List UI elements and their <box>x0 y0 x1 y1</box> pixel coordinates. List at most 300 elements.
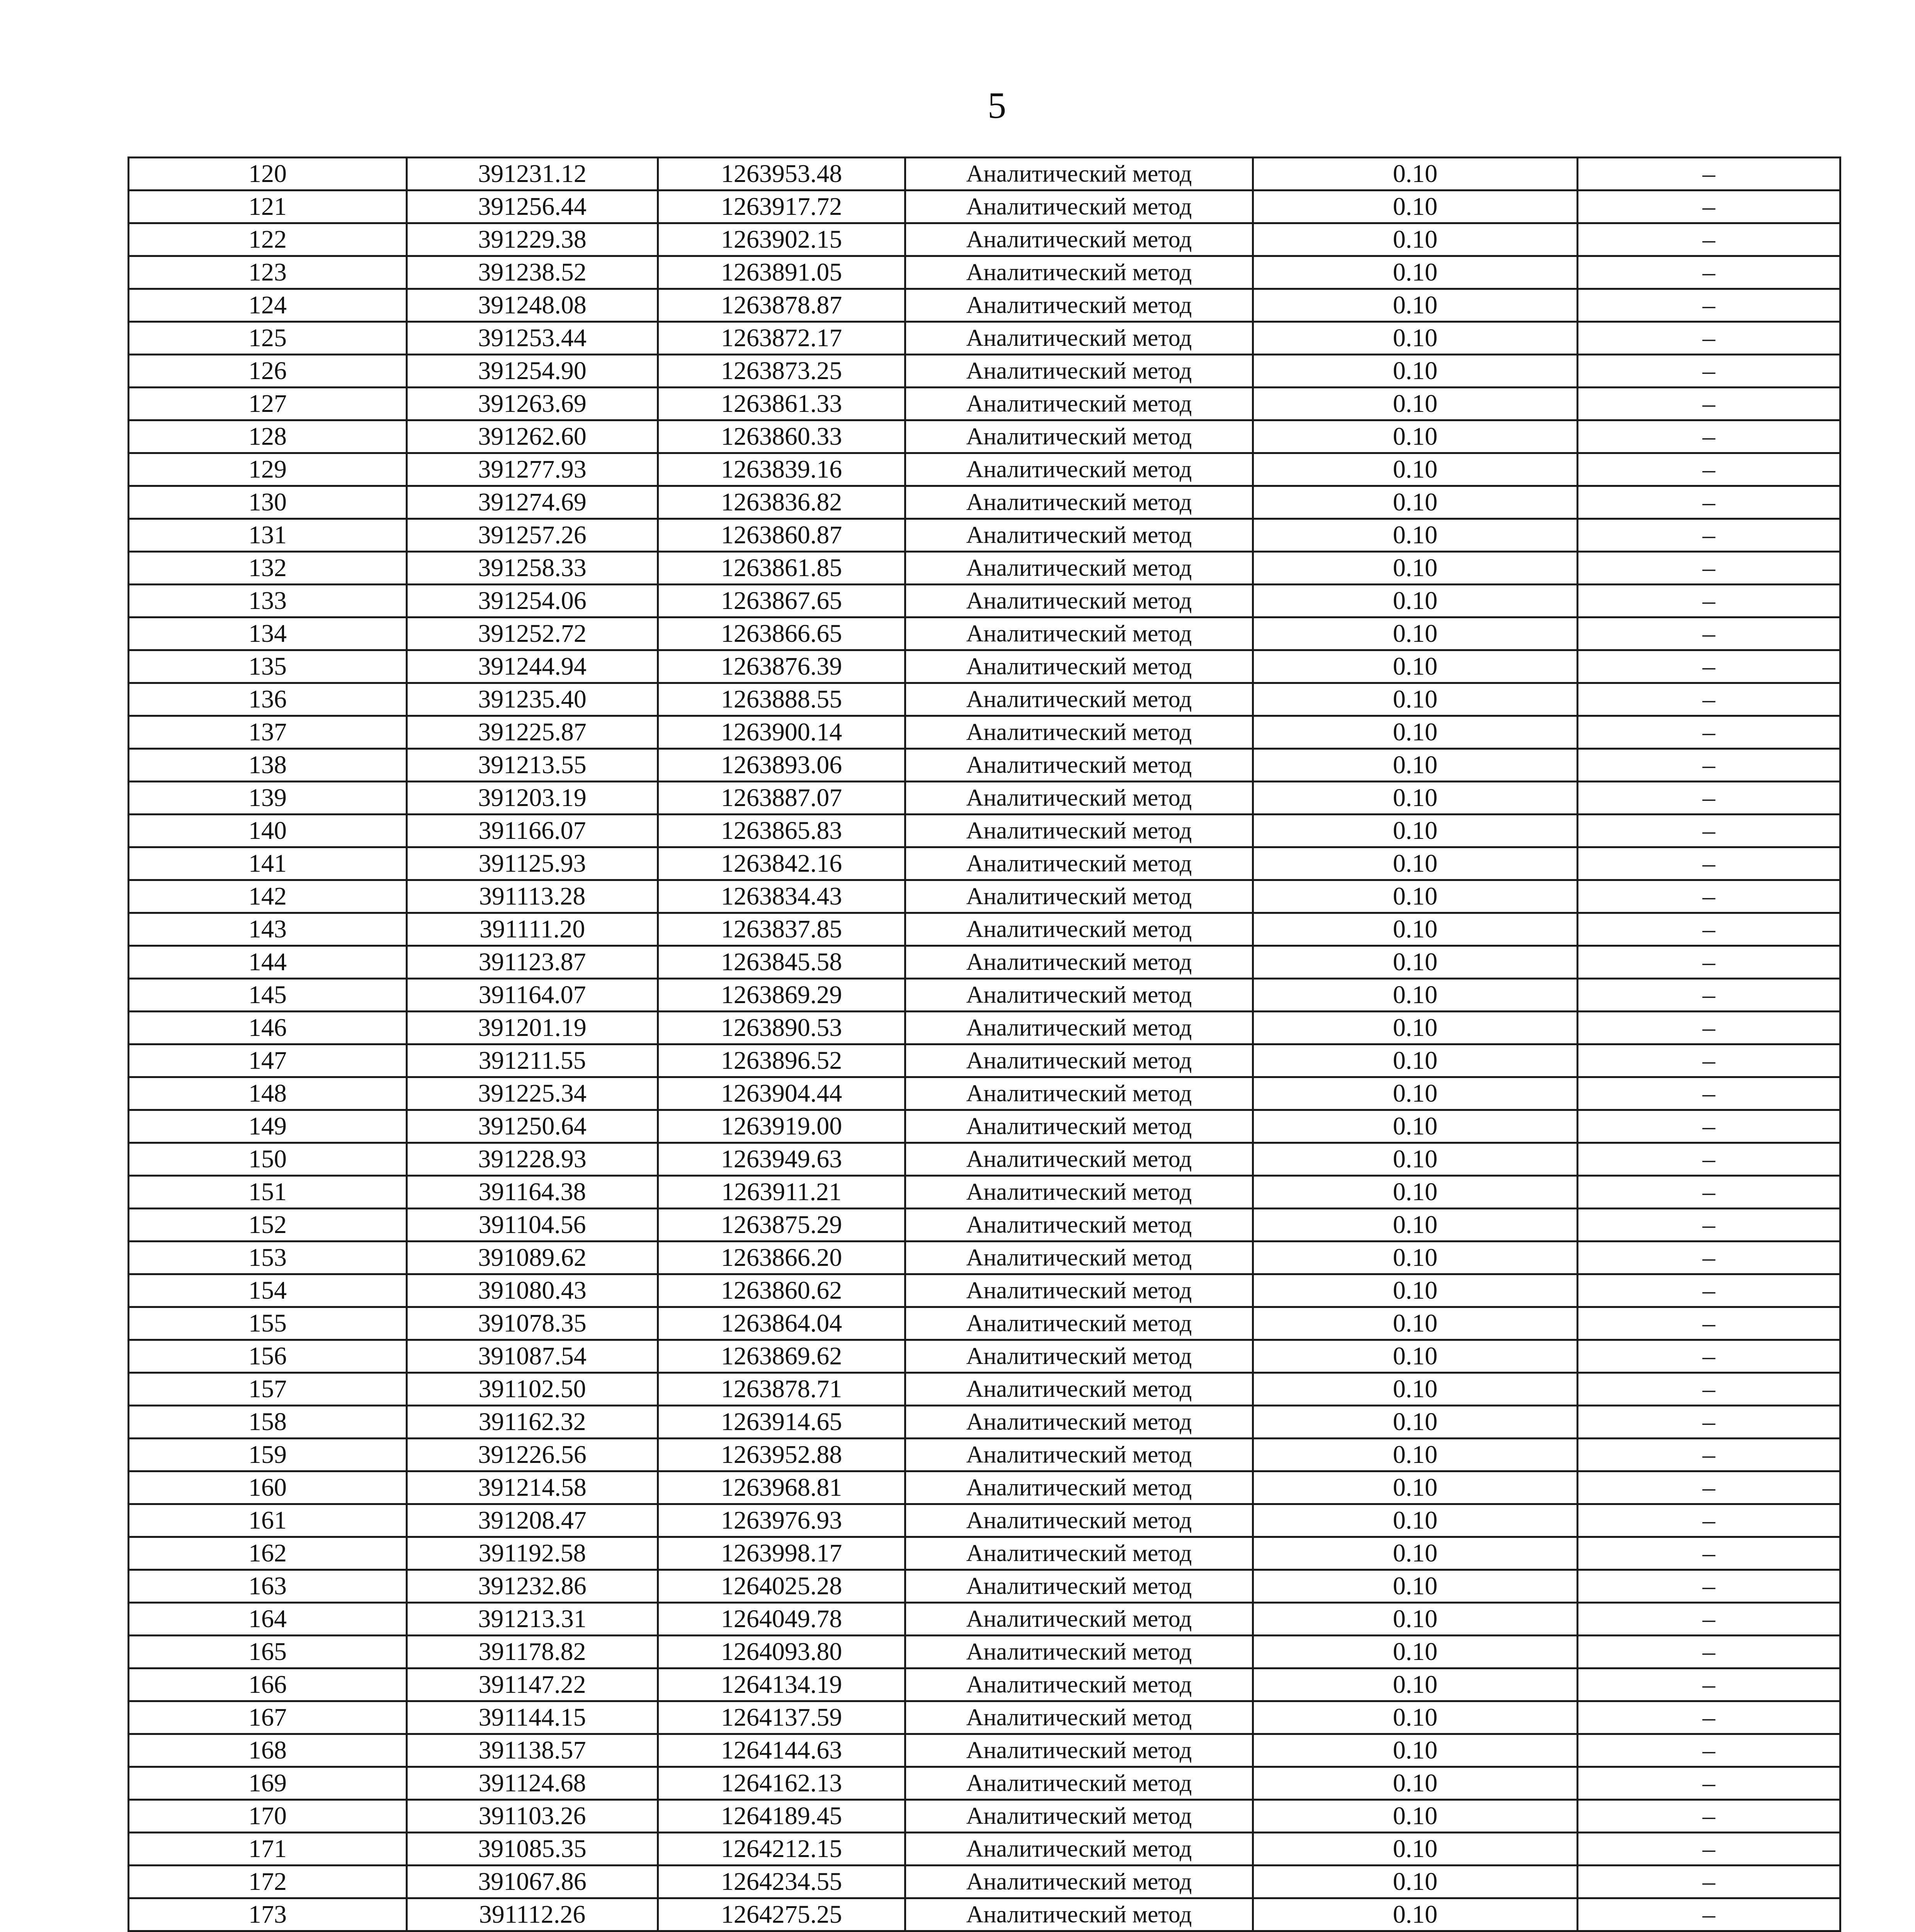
y-coordinate-cell: 1263976.93 <box>658 1504 905 1537</box>
table-row <box>129 1636 1840 1668</box>
y-coordinate-cell: 1263836.82 <box>658 486 905 519</box>
accuracy-cell: 0.10 <box>1253 1176 1578 1209</box>
note-cell: – <box>1578 1242 1840 1274</box>
y-coordinate-cell: 1263896.52 <box>658 1044 905 1077</box>
x-coordinate-cell: 391229.38 <box>407 223 658 256</box>
y-coordinate-cell: 1263919.00 <box>658 1110 905 1143</box>
x-coordinate-cell: 391178.82 <box>407 1636 658 1668</box>
table-row <box>129 913 1840 946</box>
point-number-cell: 148 <box>129 1077 407 1110</box>
note-cell: – <box>1578 946 1840 979</box>
table-row <box>129 420 1840 453</box>
note-cell: – <box>1578 847 1840 880</box>
accuracy-cell: 0.10 <box>1253 1012 1578 1044</box>
point-number-cell: 166 <box>129 1668 407 1701</box>
x-coordinate-cell: 391080.43 <box>407 1274 658 1307</box>
note-cell: – <box>1578 1307 1840 1340</box>
point-number-cell: 145 <box>129 979 407 1012</box>
point-number-cell: 147 <box>129 1044 407 1077</box>
accuracy-cell: 0.10 <box>1253 420 1578 453</box>
x-coordinate-cell: 391113.28 <box>407 880 658 913</box>
table-row <box>129 1077 1840 1110</box>
point-number-cell: 137 <box>129 716 407 749</box>
point-number-cell: 152 <box>129 1209 407 1242</box>
y-coordinate-cell: 1264234.55 <box>658 1866 905 1898</box>
point-number-cell: 154 <box>129 1274 407 1307</box>
method-cell: Аналитический метод <box>905 1636 1253 1668</box>
method-cell: Аналитический метод <box>905 1800 1253 1833</box>
point-number-cell: 156 <box>129 1340 407 1373</box>
x-coordinate-cell: 391258.33 <box>407 552 658 585</box>
x-coordinate-cell: 391254.06 <box>407 585 658 617</box>
table-row <box>129 880 1840 913</box>
point-number-cell: 135 <box>129 650 407 683</box>
note-cell: – <box>1578 552 1840 585</box>
x-coordinate-cell: 391138.57 <box>407 1734 658 1767</box>
method-cell: Аналитический метод <box>905 1471 1253 1504</box>
note-cell: – <box>1578 1209 1840 1242</box>
table-row <box>129 650 1840 683</box>
method-cell: Аналитический метод <box>905 322 1253 355</box>
note-cell: – <box>1578 782 1840 815</box>
y-coordinate-cell: 1263873.25 <box>658 355 905 388</box>
x-coordinate-cell: 391203.19 <box>407 782 658 815</box>
x-coordinate-cell: 391144.15 <box>407 1701 658 1734</box>
method-cell: Аналитический метод <box>905 1439 1253 1471</box>
point-number-cell: 151 <box>129 1176 407 1209</box>
method-cell: Аналитический метод <box>905 913 1253 946</box>
y-coordinate-cell: 1264025.28 <box>658 1570 905 1603</box>
accuracy-cell: 0.10 <box>1253 1242 1578 1274</box>
table-row <box>129 1767 1840 1800</box>
table-row <box>129 388 1840 420</box>
accuracy-cell: 0.10 <box>1253 1570 1578 1603</box>
table-row <box>129 1833 1840 1866</box>
y-coordinate-cell: 1263872.17 <box>658 322 905 355</box>
accuracy-cell: 0.10 <box>1253 1110 1578 1143</box>
x-coordinate-cell: 391201.19 <box>407 1012 658 1044</box>
method-cell: Аналитический метод <box>905 256 1253 289</box>
y-coordinate-cell: 1263861.33 <box>658 388 905 420</box>
note-cell: – <box>1578 1537 1840 1570</box>
x-coordinate-cell: 391123.87 <box>407 946 658 979</box>
accuracy-cell: 0.10 <box>1253 1439 1578 1471</box>
accuracy-cell: 0.10 <box>1253 289 1578 322</box>
point-number-cell: 162 <box>129 1537 407 1570</box>
y-coordinate-cell: 1263900.14 <box>658 716 905 749</box>
point-number-cell: 155 <box>129 1307 407 1340</box>
table-row <box>129 683 1840 716</box>
accuracy-cell: 0.10 <box>1253 946 1578 979</box>
x-coordinate-cell: 391087.54 <box>407 1340 658 1373</box>
y-coordinate-cell: 1263866.20 <box>658 1242 905 1274</box>
accuracy-cell: 0.10 <box>1253 552 1578 585</box>
point-number-cell: 168 <box>129 1734 407 1767</box>
point-number-cell: 165 <box>129 1636 407 1668</box>
method-cell: Аналитический метод <box>905 1603 1253 1636</box>
method-cell: Аналитический метод <box>905 1537 1253 1570</box>
accuracy-cell: 0.10 <box>1253 650 1578 683</box>
method-cell: Аналитический метод <box>905 1340 1253 1373</box>
point-number-cell: 160 <box>129 1471 407 1504</box>
note-cell: – <box>1578 1143 1840 1176</box>
x-coordinate-cell: 391089.62 <box>407 1242 658 1274</box>
point-number-cell: 171 <box>129 1833 407 1866</box>
table-row <box>129 1044 1840 1077</box>
point-number-cell: 170 <box>129 1800 407 1833</box>
note-cell: – <box>1578 158 1840 190</box>
point-number-cell: 138 <box>129 749 407 782</box>
x-coordinate-cell: 391232.86 <box>407 1570 658 1603</box>
y-coordinate-cell: 1263917.72 <box>658 190 905 223</box>
y-coordinate-cell: 1263998.17 <box>658 1537 905 1570</box>
note-cell: – <box>1578 1471 1840 1504</box>
method-cell: Аналитический метод <box>905 650 1253 683</box>
method-cell: Аналитический метод <box>905 1110 1253 1143</box>
table-row <box>129 1898 1840 1931</box>
x-coordinate-cell: 391274.69 <box>407 486 658 519</box>
y-coordinate-cell: 1263860.62 <box>658 1274 905 1307</box>
point-number-cell: 134 <box>129 617 407 650</box>
point-number-cell: 144 <box>129 946 407 979</box>
method-cell: Аналитический метод <box>905 1406 1253 1439</box>
accuracy-cell: 0.10 <box>1253 486 1578 519</box>
point-number-cell: 140 <box>129 815 407 847</box>
method-cell: Аналитический метод <box>905 1767 1253 1800</box>
table-row <box>129 1504 1840 1537</box>
point-number-cell: 125 <box>129 322 407 355</box>
y-coordinate-cell: 1263949.63 <box>658 1143 905 1176</box>
method-cell: Аналитический метод <box>905 552 1253 585</box>
point-number-cell: 139 <box>129 782 407 815</box>
x-coordinate-cell: 391104.56 <box>407 1209 658 1242</box>
note-cell: – <box>1578 223 1840 256</box>
x-coordinate-cell: 391078.35 <box>407 1307 658 1340</box>
accuracy-cell: 0.10 <box>1253 1898 1578 1931</box>
y-coordinate-cell: 1263914.65 <box>658 1406 905 1439</box>
accuracy-cell: 0.10 <box>1253 256 1578 289</box>
x-coordinate-cell: 391225.87 <box>407 716 658 749</box>
method-cell: Аналитический метод <box>905 1176 1253 1209</box>
method-cell: Аналитический метод <box>905 190 1253 223</box>
y-coordinate-cell: 1263869.29 <box>658 979 905 1012</box>
method-cell: Аналитический метод <box>905 946 1253 979</box>
note-cell: – <box>1578 355 1840 388</box>
method-cell: Аналитический метод <box>905 1504 1253 1537</box>
method-cell: Аналитический метод <box>905 1143 1253 1176</box>
x-coordinate-cell: 391102.50 <box>407 1373 658 1406</box>
y-coordinate-cell: 1264189.45 <box>658 1800 905 1833</box>
table-row <box>129 1340 1840 1373</box>
method-cell: Аналитический метод <box>905 1570 1253 1603</box>
x-coordinate-cell: 391256.44 <box>407 190 658 223</box>
table-row <box>129 749 1840 782</box>
table-row <box>129 1209 1840 1242</box>
x-coordinate-cell: 391257.26 <box>407 519 658 552</box>
point-number-cell: 143 <box>129 913 407 946</box>
table-row <box>129 289 1840 322</box>
y-coordinate-cell: 1263839.16 <box>658 453 905 486</box>
accuracy-cell: 0.10 <box>1253 1603 1578 1636</box>
point-number-cell: 163 <box>129 1570 407 1603</box>
table-row <box>129 1537 1840 1570</box>
accuracy-cell: 0.10 <box>1253 847 1578 880</box>
y-coordinate-cell: 1263876.39 <box>658 650 905 683</box>
table-row <box>129 1800 1840 1833</box>
accuracy-cell: 0.10 <box>1253 1767 1578 1800</box>
table-row <box>129 552 1840 585</box>
method-cell: Аналитический метод <box>905 289 1253 322</box>
method-cell: Аналитический метод <box>905 716 1253 749</box>
table-row <box>129 1242 1840 1274</box>
x-coordinate-cell: 391164.38 <box>407 1176 658 1209</box>
y-coordinate-cell: 1263860.33 <box>658 420 905 453</box>
x-coordinate-cell: 391238.52 <box>407 256 658 289</box>
note-cell: – <box>1578 1800 1840 1833</box>
note-cell: – <box>1578 585 1840 617</box>
point-number-cell: 167 <box>129 1701 407 1734</box>
accuracy-cell: 0.10 <box>1253 1274 1578 1307</box>
y-coordinate-cell: 1264137.59 <box>658 1701 905 1734</box>
note-cell: – <box>1578 1734 1840 1767</box>
x-coordinate-cell: 391263.69 <box>407 388 658 420</box>
table-row <box>129 1668 1840 1701</box>
accuracy-cell: 0.10 <box>1253 1800 1578 1833</box>
x-coordinate-cell: 391208.47 <box>407 1504 658 1537</box>
point-number-cell: 146 <box>129 1012 407 1044</box>
table-row <box>129 1734 1840 1767</box>
method-cell: Аналитический метод <box>905 1012 1253 1044</box>
y-coordinate-cell: 1263865.83 <box>658 815 905 847</box>
point-number-cell: 141 <box>129 847 407 880</box>
accuracy-cell: 0.10 <box>1253 815 1578 847</box>
note-cell: – <box>1578 815 1840 847</box>
note-cell: – <box>1578 880 1840 913</box>
accuracy-cell: 0.10 <box>1253 1668 1578 1701</box>
x-coordinate-cell: 391226.56 <box>407 1439 658 1471</box>
point-number-cell: 149 <box>129 1110 407 1143</box>
table-row <box>129 1570 1840 1603</box>
x-coordinate-cell: 391262.60 <box>407 420 658 453</box>
table-row <box>129 1373 1840 1406</box>
x-coordinate-cell: 391067.86 <box>407 1866 658 1898</box>
table-row <box>129 1866 1840 1898</box>
accuracy-cell: 0.10 <box>1253 1866 1578 1898</box>
method-cell: Аналитический метод <box>905 1734 1253 1767</box>
accuracy-cell: 0.10 <box>1253 1077 1578 1110</box>
accuracy-cell: 0.10 <box>1253 1373 1578 1406</box>
y-coordinate-cell: 1263968.81 <box>658 1471 905 1504</box>
point-number-cell: 132 <box>129 552 407 585</box>
method-cell: Аналитический метод <box>905 585 1253 617</box>
accuracy-cell: 0.10 <box>1253 1044 1578 1077</box>
note-cell: – <box>1578 453 1840 486</box>
note-cell: – <box>1578 388 1840 420</box>
y-coordinate-cell: 1263860.87 <box>658 519 905 552</box>
y-coordinate-cell: 1263842.16 <box>658 847 905 880</box>
table-row <box>129 190 1840 223</box>
table-row <box>129 1406 1840 1439</box>
method-cell: Аналитический метод <box>905 1866 1253 1898</box>
x-coordinate-cell: 391228.93 <box>407 1143 658 1176</box>
note-cell: – <box>1578 1044 1840 1077</box>
x-coordinate-cell: 391192.58 <box>407 1537 658 1570</box>
x-coordinate-cell: 391214.58 <box>407 1471 658 1504</box>
point-number-cell: 131 <box>129 519 407 552</box>
note-cell: – <box>1578 716 1840 749</box>
point-number-cell: 169 <box>129 1767 407 1800</box>
y-coordinate-cell: 1263845.58 <box>658 946 905 979</box>
table-row <box>129 1439 1840 1471</box>
table-row <box>129 1143 1840 1176</box>
note-cell: – <box>1578 1767 1840 1800</box>
note-cell: – <box>1578 913 1840 946</box>
y-coordinate-cell: 1263867.65 <box>658 585 905 617</box>
point-number-cell: 129 <box>129 453 407 486</box>
table-row <box>129 1110 1840 1143</box>
table-row <box>129 519 1840 552</box>
y-coordinate-cell: 1263837.85 <box>658 913 905 946</box>
note-cell: – <box>1578 190 1840 223</box>
method-cell: Аналитический метод <box>905 979 1253 1012</box>
y-coordinate-cell: 1263887.07 <box>658 782 905 815</box>
accuracy-cell: 0.10 <box>1253 716 1578 749</box>
note-cell: – <box>1578 749 1840 782</box>
y-coordinate-cell: 1263878.71 <box>658 1373 905 1406</box>
table-row <box>129 322 1840 355</box>
y-coordinate-cell: 1263893.06 <box>658 749 905 782</box>
table-row <box>129 1701 1840 1734</box>
point-number-cell: 158 <box>129 1406 407 1439</box>
accuracy-cell: 0.10 <box>1253 1636 1578 1668</box>
note-cell: – <box>1578 1373 1840 1406</box>
note-cell: – <box>1578 420 1840 453</box>
x-coordinate-cell: 391085.35 <box>407 1833 658 1866</box>
method-cell: Аналитический метод <box>905 1373 1253 1406</box>
point-number-cell: 164 <box>129 1603 407 1636</box>
note-cell: – <box>1578 1012 1840 1044</box>
table-row <box>129 1307 1840 1340</box>
note-cell: – <box>1578 683 1840 716</box>
x-coordinate-cell: 391211.55 <box>407 1044 658 1077</box>
accuracy-cell: 0.10 <box>1253 190 1578 223</box>
y-coordinate-cell: 1263911.21 <box>658 1176 905 1209</box>
point-number-cell: 161 <box>129 1504 407 1537</box>
accuracy-cell: 0.10 <box>1253 1701 1578 1734</box>
y-coordinate-cell: 1263834.43 <box>658 880 905 913</box>
x-coordinate-cell: 391225.34 <box>407 1077 658 1110</box>
method-cell: Аналитический метод <box>905 355 1253 388</box>
table-row <box>129 486 1840 519</box>
method-cell: Аналитический метод <box>905 453 1253 486</box>
y-coordinate-cell: 1264049.78 <box>658 1603 905 1636</box>
method-cell: Аналитический метод <box>905 158 1253 190</box>
accuracy-cell: 0.10 <box>1253 1143 1578 1176</box>
x-coordinate-cell: 391147.22 <box>407 1668 658 1701</box>
note-cell: – <box>1578 256 1840 289</box>
point-number-cell: 142 <box>129 880 407 913</box>
x-coordinate-cell: 391166.07 <box>407 815 658 847</box>
point-number-cell: 157 <box>129 1373 407 1406</box>
accuracy-cell: 0.10 <box>1253 223 1578 256</box>
x-coordinate-cell: 391253.44 <box>407 322 658 355</box>
accuracy-cell: 0.10 <box>1253 388 1578 420</box>
page-number: 5 <box>988 85 1006 126</box>
x-coordinate-cell: 391111.20 <box>407 913 658 946</box>
point-number-cell: 124 <box>129 289 407 322</box>
method-cell: Аналитический метод <box>905 486 1253 519</box>
table-row <box>129 223 1840 256</box>
y-coordinate-cell: 1263866.65 <box>658 617 905 650</box>
note-cell: – <box>1578 1340 1840 1373</box>
point-number-cell: 128 <box>129 420 407 453</box>
accuracy-cell: 0.10 <box>1253 1209 1578 1242</box>
method-cell: Аналитический метод <box>905 420 1253 453</box>
note-cell: – <box>1578 1636 1840 1668</box>
point-number-cell: 159 <box>129 1439 407 1471</box>
accuracy-cell: 0.10 <box>1253 683 1578 716</box>
table-row <box>129 1471 1840 1504</box>
method-cell: Аналитический метод <box>905 815 1253 847</box>
note-cell: – <box>1578 1077 1840 1110</box>
table-row <box>129 782 1840 815</box>
point-number-cell: 122 <box>129 223 407 256</box>
accuracy-cell: 0.10 <box>1253 782 1578 815</box>
x-coordinate-cell: 391125.93 <box>407 847 658 880</box>
x-coordinate-cell: 391103.26 <box>407 1800 658 1833</box>
accuracy-cell: 0.10 <box>1253 617 1578 650</box>
table-row <box>129 716 1840 749</box>
accuracy-cell: 0.10 <box>1253 880 1578 913</box>
note-cell: – <box>1578 1701 1840 1734</box>
y-coordinate-cell: 1263878.87 <box>658 289 905 322</box>
x-coordinate-cell: 391213.55 <box>407 749 658 782</box>
note-cell: – <box>1578 1439 1840 1471</box>
y-coordinate-cell: 1263861.85 <box>658 552 905 585</box>
accuracy-cell: 0.10 <box>1253 158 1578 190</box>
method-cell: Аналитический метод <box>905 1274 1253 1307</box>
x-coordinate-cell: 391244.94 <box>407 650 658 683</box>
point-number-cell: 126 <box>129 355 407 388</box>
x-coordinate-cell: 391250.64 <box>407 1110 658 1143</box>
method-cell: Аналитический метод <box>905 1242 1253 1274</box>
y-coordinate-cell: 1263869.62 <box>658 1340 905 1373</box>
accuracy-cell: 0.10 <box>1253 453 1578 486</box>
accuracy-cell: 0.10 <box>1253 1734 1578 1767</box>
accuracy-cell: 0.10 <box>1253 1537 1578 1570</box>
note-cell: – <box>1578 1110 1840 1143</box>
accuracy-cell: 0.10 <box>1253 913 1578 946</box>
table-row <box>129 355 1840 388</box>
note-cell: – <box>1578 1570 1840 1603</box>
accuracy-cell: 0.10 <box>1253 585 1578 617</box>
point-number-cell: 121 <box>129 190 407 223</box>
y-coordinate-cell: 1263864.04 <box>658 1307 905 1340</box>
note-cell: – <box>1578 1833 1840 1866</box>
accuracy-cell: 0.10 <box>1253 1406 1578 1439</box>
note-cell: – <box>1578 1406 1840 1439</box>
accuracy-cell: 0.10 <box>1253 519 1578 552</box>
note-cell: – <box>1578 486 1840 519</box>
note-cell: – <box>1578 1274 1840 1307</box>
point-number-cell: 173 <box>129 1898 407 1931</box>
y-coordinate-cell: 1263952.88 <box>658 1439 905 1471</box>
y-coordinate-cell: 1264134.19 <box>658 1668 905 1701</box>
table-row <box>129 256 1840 289</box>
method-cell: Аналитический метод <box>905 1701 1253 1734</box>
note-cell: – <box>1578 519 1840 552</box>
note-cell: – <box>1578 617 1840 650</box>
